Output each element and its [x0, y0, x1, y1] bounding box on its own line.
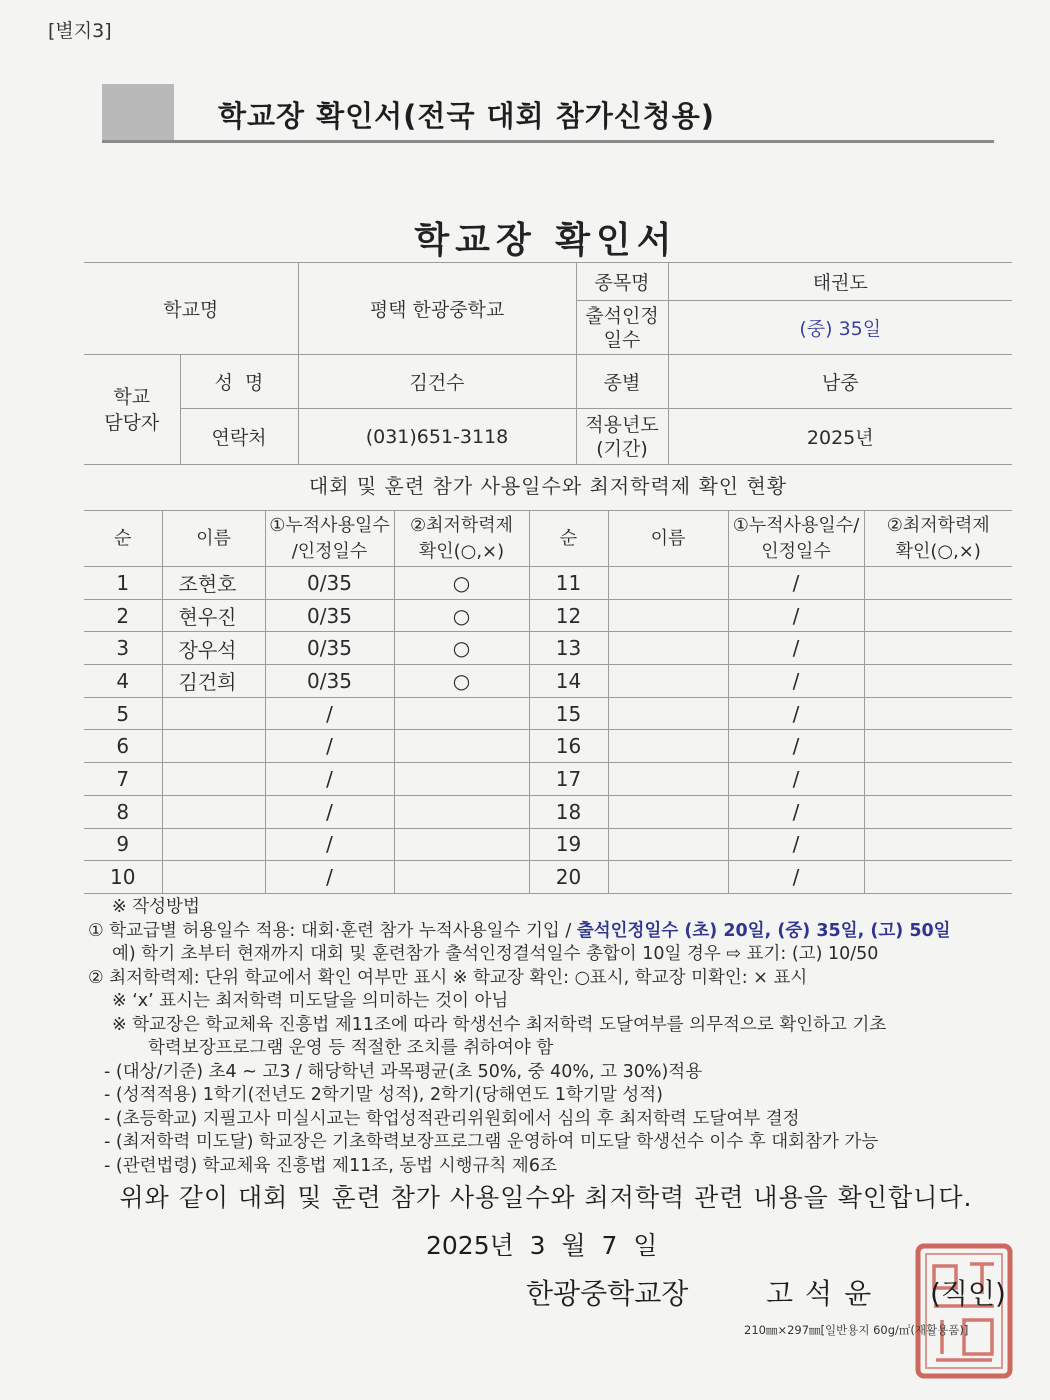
cell-days: /: [265, 763, 394, 796]
cell-check2: [864, 567, 1012, 600]
attendance-table: [84, 510, 1012, 894]
notes-heading: ※ 작성방법: [112, 897, 200, 917]
official-seal-label: (직인): [930, 1277, 1006, 1310]
table-header-row: [84, 511, 1012, 567]
table-row: [84, 730, 1012, 763]
cell-days: /: [265, 795, 394, 828]
gender-value: 남중: [668, 355, 1012, 409]
cell-days2: /: [728, 795, 864, 828]
cell-days2: /: [728, 599, 864, 632]
contact-value: (031)651-3118: [298, 409, 576, 465]
note-2-a: ※ ‘x’ 표시는 최저학력 미도달을 의미하는 것이 아님: [112, 991, 509, 1011]
cell-check2: [864, 861, 1012, 894]
cell-name: [162, 828, 265, 861]
cell-name: 장우석: [162, 632, 265, 665]
form-label: [별지3]: [48, 20, 112, 42]
table-row: [84, 599, 1012, 632]
header-divider: [102, 140, 994, 143]
cell-name: 현우진: [162, 599, 265, 632]
note-dash-3: - (초등학교) 지필고사 미실시교는 학업성적관리위원회에서 심의 후 최저학력 도달여부 결정: [104, 1108, 800, 1129]
table-row: [84, 795, 1012, 828]
cell-name: [162, 763, 265, 796]
note-1-example: 예) 학기 초부터 현재까지 대회 및 훈련참가 출석인정결석일수 총합이 10일 경우 ⇨ 표기: (고) 10/50: [112, 944, 879, 964]
table-row: [84, 665, 1012, 698]
table-row: [84, 763, 1012, 796]
cell-check2: [864, 632, 1012, 665]
note-dash-2: - (성적적용) 1학기(전년도 2학기말 성적), 2학기(당해연도 1학기말 성적): [104, 1085, 663, 1105]
cell-check2: [864, 730, 1012, 763]
note-dash-1: - (대상/기준) 초4 ~ 고3 / 해당학년 과목평균(초 50%, 중 40%, 고 30%)적용: [104, 1061, 703, 1082]
header-days-2: ①누적사용일수/ 인정일수: [728, 511, 864, 567]
cell-no: 10: [84, 861, 162, 894]
table-row: [84, 697, 1012, 730]
header-no: 순: [84, 511, 162, 567]
cell-name2: [608, 665, 728, 698]
attendance-value: (중) 35일: [668, 301, 1012, 355]
issue-date: 2025년 3 월 7 일: [426, 1231, 658, 1260]
cell-name: 조현호: [162, 567, 265, 600]
name-label: 성 명: [180, 355, 298, 409]
cell-check2: [864, 599, 1012, 632]
table-row: [84, 567, 1012, 600]
info-table: [84, 262, 1012, 465]
cell-name: 김건희: [162, 665, 265, 698]
cell-check2: [864, 665, 1012, 698]
note-2: ② 최저학력제: 단위 학교에서 확인 여부만 표시 ※ 학교장 확인: ○표시, 학교장 미확인: × 표시: [88, 967, 808, 988]
cell-name: [162, 730, 265, 763]
cell-name2: [608, 763, 728, 796]
header-no-2: 순: [529, 511, 608, 567]
year-label: 적용년도 (기간): [576, 409, 668, 465]
table-row: [84, 861, 1012, 894]
cell-name2: [608, 697, 728, 730]
header-name: 이름: [162, 511, 265, 567]
cell-no2: 17: [529, 763, 608, 796]
cell-check: [394, 828, 529, 861]
cell-name: [162, 861, 265, 894]
signer-title: 한광중학교장: [526, 1277, 689, 1310]
cell-name2: [608, 632, 728, 665]
table-row: [84, 632, 1012, 665]
cell-no: 5: [84, 697, 162, 730]
header-days: ①누적사용일수 /인정일수: [265, 511, 394, 567]
cell-days: 0/35: [265, 632, 394, 665]
cell-days2: /: [728, 632, 864, 665]
header-check: ②최저학력제 확인(○,×): [394, 511, 529, 567]
cell-no2: 19: [529, 828, 608, 861]
cell-days2: /: [728, 828, 864, 861]
cell-name2: [608, 795, 728, 828]
cell-no: 2: [84, 599, 162, 632]
cell-days: /: [265, 730, 394, 763]
cell-check: [394, 861, 529, 894]
cell-no2: 12: [529, 599, 608, 632]
paper-spec: 210㎜×297㎜[일반용지 60g/㎡(재활용품)]: [744, 1323, 969, 1337]
confirmation-statement: 위와 같이 대회 및 훈련 참가 사용일수와 최저학력 관련 내용을 확인합니다.: [119, 1183, 973, 1212]
cell-days: 0/35: [265, 567, 394, 600]
signer-name: 고석윤: [766, 1277, 884, 1310]
cell-days2: /: [728, 763, 864, 796]
note-dash-5: - (관련법령) 학교체육 진흥법 제11조, 동법 시행규칙 제6조: [104, 1155, 557, 1176]
cell-days2: /: [728, 567, 864, 600]
document-title: 학교장 확인서: [414, 220, 678, 261]
cell-name2: [608, 861, 728, 894]
cell-no2: 16: [529, 730, 608, 763]
school-label: 학교명: [84, 263, 298, 355]
status-title: 대회 및 훈련 참가 사용일수와 최저학력제 확인 현황: [308, 474, 788, 498]
cell-name2: [608, 730, 728, 763]
table-row: [84, 828, 1012, 861]
cell-days: /: [265, 861, 394, 894]
cell-check2: [864, 828, 1012, 861]
cell-days2: /: [728, 730, 864, 763]
cell-check: ○: [394, 665, 529, 698]
cell-no2: 11: [529, 567, 608, 600]
cell-days: /: [265, 828, 394, 861]
cell-check: [394, 795, 529, 828]
cell-no: 4: [84, 665, 162, 698]
cell-name2: [608, 828, 728, 861]
attendance-label: 출석인정 일수: [576, 301, 668, 355]
cell-days: 0/35: [265, 665, 394, 698]
cell-days2: /: [728, 861, 864, 894]
header-gray-box: [102, 84, 174, 142]
cell-days: /: [265, 697, 394, 730]
note-2-b-line2: 학력보장프로그램 운영 등 적절한 조치를 취하여야 함: [148, 1038, 554, 1058]
cell-check: ○: [394, 632, 529, 665]
cell-no: 1: [84, 567, 162, 600]
year-value: 2025년: [668, 409, 1012, 465]
cell-no2: 18: [529, 795, 608, 828]
header-name-2: 이름: [608, 511, 728, 567]
cell-check: [394, 730, 529, 763]
school-value: 평택 한광중학교: [298, 263, 576, 355]
note-dash-4: - (최저학력 미도달) 학교장은 기초학력보장프로그램 운영하여 미도달 학생선수 이수 후 대회참가 가능: [104, 1132, 879, 1152]
cell-name: [162, 697, 265, 730]
cell-days2: /: [728, 697, 864, 730]
cell-days: 0/35: [265, 599, 394, 632]
cell-check: ○: [394, 599, 529, 632]
cell-check2: [864, 795, 1012, 828]
note-2-b-line1: ※ 학교장은 학교체육 진흥법 제11조에 따라 학생선수 최저학력 도달여부를 의무적으로 확인하고 기초: [112, 1014, 887, 1035]
cell-no: 7: [84, 763, 162, 796]
cell-name2: [608, 567, 728, 600]
name-value: 김건수: [298, 355, 576, 409]
cell-name: [162, 795, 265, 828]
cell-check: [394, 697, 529, 730]
cell-no: 8: [84, 795, 162, 828]
cell-no: 6: [84, 730, 162, 763]
event-value: 태권도: [668, 263, 1012, 301]
header-title: 학교장 확인서(전국 대회 참가신청용): [218, 99, 716, 133]
cell-check2: [864, 697, 1012, 730]
gender-label: 종별: [576, 355, 668, 409]
cell-check2: [864, 763, 1012, 796]
cell-no2: 20: [529, 861, 608, 894]
cell-no: 3: [84, 632, 162, 665]
note-1-bold: 출석인정일수 (초) 20일, (중) 35일, (고) 50일: [576, 920, 951, 941]
cell-check: ○: [394, 567, 529, 600]
cell-name2: [608, 599, 728, 632]
cell-days2: /: [728, 665, 864, 698]
note-1-text: ① 학교급별 허용일수 적용: 대회·훈련 참가 누적사용일수 기입 /: [88, 920, 577, 941]
instructions: [88, 896, 1018, 1178]
contact-label: 연락처: [180, 409, 298, 465]
cell-no2: 15: [529, 697, 608, 730]
cell-no2: 14: [529, 665, 608, 698]
cell-no2: 13: [529, 632, 608, 665]
event-label: 종목명: [576, 263, 668, 301]
manager-label: 학교 담당자: [84, 355, 180, 465]
cell-no: 9: [84, 828, 162, 861]
cell-check: [394, 763, 529, 796]
header-check-2: ②최저학력제 확인(○,×): [864, 511, 1012, 567]
